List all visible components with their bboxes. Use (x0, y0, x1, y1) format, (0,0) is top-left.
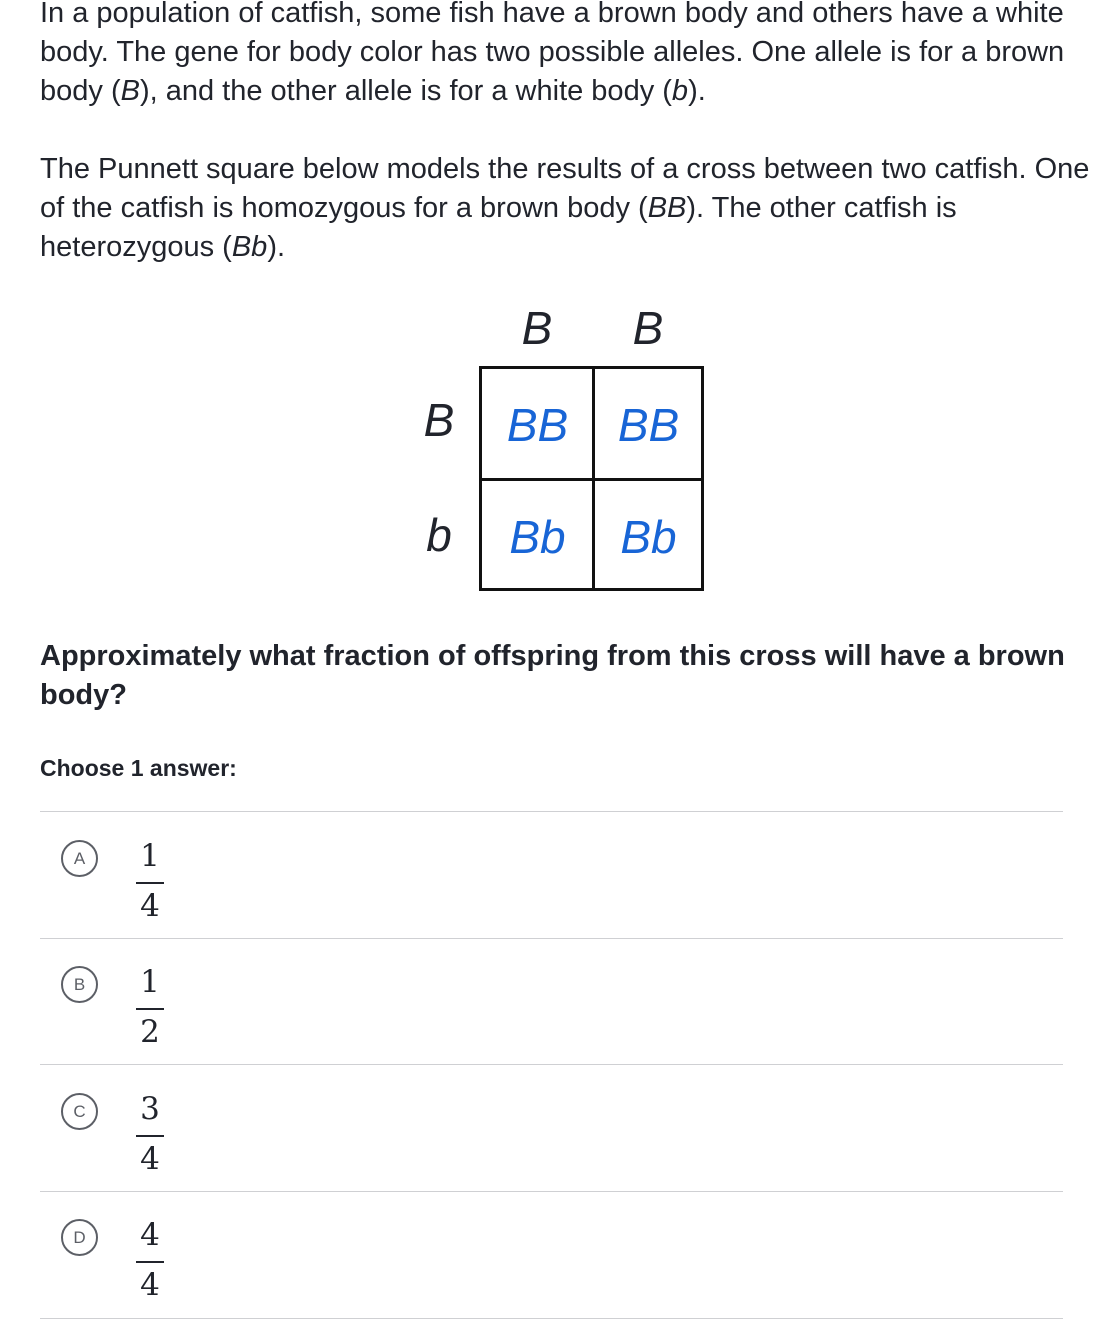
answer-option-b[interactable] (40, 939, 1063, 1065)
intro-text: The Punnett square below models the results of a cross between two catfish. One of the catfish is homozygous for a brown body ( (40, 153, 1090, 224)
question-text: Approximately what fraction of offspring from this cross will have a brown body? (40, 640, 1065, 711)
answer-option-c[interactable] (40, 1065, 1063, 1191)
punnett-grid (479, 366, 704, 591)
column-header: B (632, 302, 664, 354)
intro-text: In a population of catfish, some fish have a brown body and others have a white body. The gene for body color has two possible alleles. One allele is for a brown body ( (40, 0, 1065, 107)
choice-letter-a: A (61, 840, 98, 877)
genotype-symbol: Bb (231, 231, 268, 263)
genotype-symbol: BB (647, 192, 687, 224)
denominator: 4 (140, 1267, 160, 1303)
intro-text: ). (688, 75, 706, 107)
answer-option-a[interactable] (40, 812, 1063, 938)
choice-letter-c: C (61, 1093, 98, 1130)
denominator: 4 (140, 1141, 160, 1177)
denominator: 4 (140, 888, 160, 924)
numerator: 3 (140, 1091, 160, 1127)
numerator: 1 (140, 838, 160, 874)
row-header: B (423, 394, 455, 446)
fraction-bar (136, 1135, 164, 1137)
fraction-bar (136, 1008, 164, 1010)
punnett-cell: Bb (509, 510, 566, 563)
numerator: 1 (140, 964, 160, 1000)
divider (40, 1318, 1063, 1319)
punnett-cell: BB (617, 398, 680, 451)
fraction-bar (136, 1261, 164, 1263)
punnett-cell: Bb (620, 510, 677, 563)
intro-text: ). (267, 231, 286, 263)
denominator: 2 (140, 1014, 160, 1050)
punnett-cell: BB (506, 398, 569, 451)
numerator: 4 (140, 1217, 160, 1253)
choice-letter-b: B (61, 966, 98, 1003)
intro-paragraph-1 (40, 0, 1090, 111)
fraction-bar (136, 882, 164, 884)
row-header: b (426, 509, 452, 561)
choice-letter-d: D (61, 1219, 98, 1256)
intro-paragraph-2 (40, 150, 1090, 267)
column-header: B (521, 302, 553, 354)
choose-label: Choose 1 answer: (40, 755, 237, 781)
intro-text: ), and the other allele is for a white body ( (139, 75, 672, 107)
intro-text: ). The other catfish is heterozygous ( (40, 192, 957, 263)
allele-symbol: b (671, 75, 689, 107)
answer-option-d[interactable] (40, 1192, 1063, 1318)
allele-symbol: B (120, 75, 140, 107)
